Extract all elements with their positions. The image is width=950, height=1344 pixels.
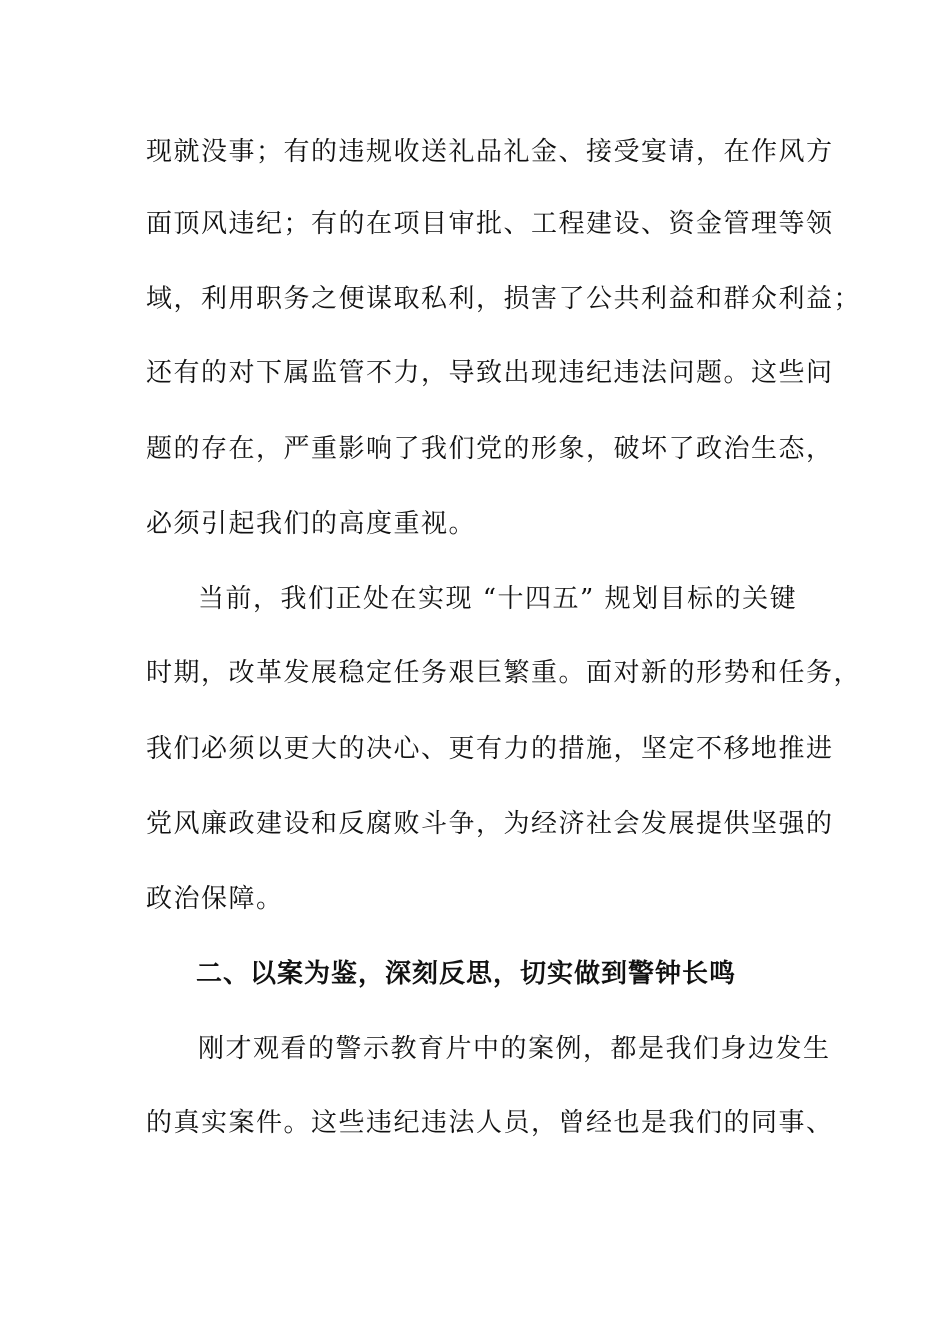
text-line: 题的存在，严重影响了我们党的形象，破坏了政治生态， [146, 434, 834, 464]
text-line: 必须引起我们的高度重视。 [146, 509, 477, 539]
text-line: 政治保障。 [146, 884, 284, 914]
section-heading: 二、以案为鉴，深刻反思，切实做到警钟长鸣 [196, 959, 737, 989]
text-line: 域，利用职务之便谋取私利，损害了公共利益和群众利益； [146, 284, 862, 314]
text-line: 还有的对下属监管不力，导致出现违纪违法问题。这些问 [146, 358, 834, 388]
text-line: 的真实案件。这些违纪违法人员，曾经也是我们的同事、 [146, 1108, 834, 1138]
text-line: 面顶风违纪；有的在项目审批、工程建设、资金管理等领 [146, 209, 834, 239]
text-line: 当前，我们正处在实现 “十四五” 规划目标的关键 [198, 584, 798, 614]
text-line: 我们必须以更大的决心、更有力的措施，坚定不移地推进 [146, 734, 834, 764]
text-line: 党风廉政建设和反腐败斗争，为经济社会发展提供坚强的 [146, 809, 834, 839]
text-line: 现就没事；有的违规收送礼品礼金、接受宴请，在作风方 [146, 137, 834, 167]
text-line: 时期，改革发展稳定任务艰巨繁重。面对新的形势和任务， [146, 658, 862, 688]
text-line: 刚才观看的警示教育片中的案例，都是我们身边发生 [198, 1034, 831, 1064]
